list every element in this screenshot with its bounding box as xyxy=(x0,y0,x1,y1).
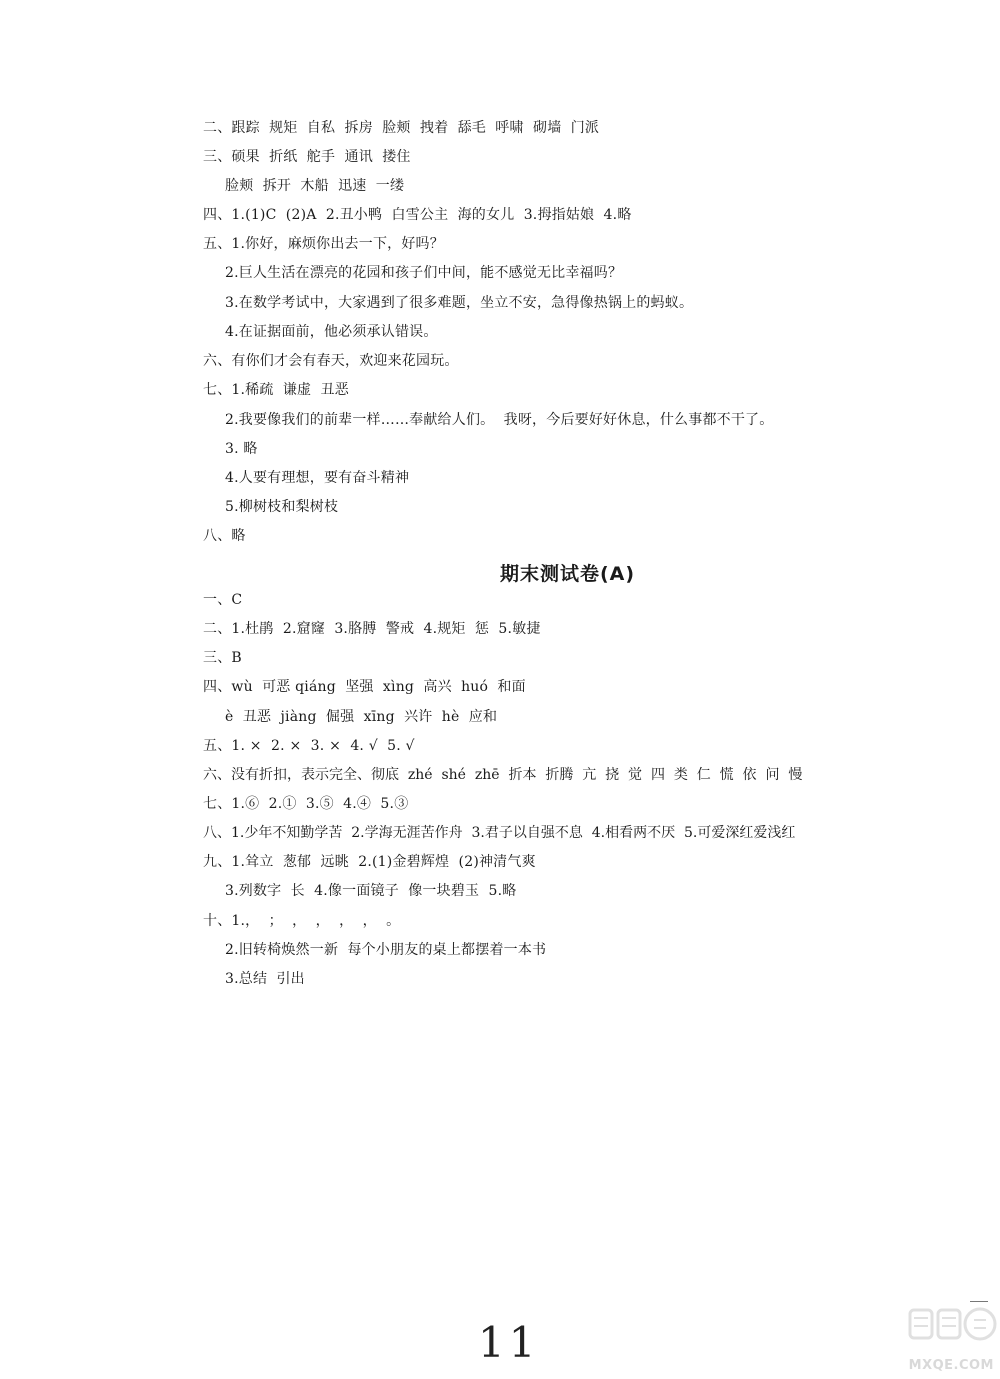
answer-line: 五、1. × 2. × 3. × 4. √ 5. √ xyxy=(203,738,415,754)
answer-line: 4.人要有理想，要有奋斗精神 xyxy=(225,470,410,486)
watermark-text: MXQE.COM xyxy=(908,1358,994,1373)
answer-line: 三、硕果 折纸 舵手 通讯 搂住 xyxy=(203,149,411,165)
answer-line: 二、跟踪 规矩 自私 拆房 脸颊 拽着 舔毛 呼啸 砌墙 门派 xyxy=(203,120,600,136)
answer-line: 一、C xyxy=(203,592,243,608)
answer-line: 六、没有折扣，表示完全、彻底 zhé shé zhē 折本 折腾 亢 挠 觉 四 类 仁 慌 依 问 慢 xyxy=(203,767,803,783)
answer-line: 4.在证据面前，他必须承认错误。 xyxy=(225,324,438,340)
answer-line: 八、1.少年不知勤学苦 2.学海无涯苦作舟 3.君子以自强不息 4.相看两不厌 5.可爱深红爱浅红 xyxy=(203,825,796,841)
answer-line: 八、略 xyxy=(203,528,246,544)
answer-line: 二、1.杜鹃 2.窟窿 3.胳膊 警戒 4.规矩 惩 5.敏捷 xyxy=(203,621,541,637)
page-number: 11 xyxy=(478,1318,540,1367)
answer-line: 九、1.耸立 葱郁 远眺 2.(1)金碧辉煌 (2)神清气爽 xyxy=(203,854,536,870)
answer-line: 2.巨人生活在漂亮的花园和孩子们中间，能不感觉无比幸福吗？ xyxy=(225,265,623,281)
answer-line: 5.柳树枝和梨树枝 xyxy=(225,499,339,515)
answer-line: è 丑恶 jiàng 倔强 xīng 兴许 hè 应和 xyxy=(225,709,498,725)
answer-line: 四、1.(1)C (2)A 2.丑小鸭 白雪公主 海的女儿 3.拇指姑娘 4.略 xyxy=(203,207,632,223)
answer-line: 3.在数学考试中，大家遇到了很多难题，坐立不安，急得像热锅上的蚂蚁。 xyxy=(225,295,694,311)
answer-line: 五、1.你好，麻烦你出去一下，好吗？ xyxy=(203,236,444,252)
answer-line: 2.旧转椅焕然一新 每个小朋友的桌上都摆着一本书 xyxy=(225,942,547,958)
answer-line: 七、1.稀疏 谦虚 丑恶 xyxy=(203,382,349,398)
answer-line: 七、1.⑥ 2.① 3.⑤ 4.④ 5.③ xyxy=(203,796,409,812)
answer-line: 3.列数字 长 4.像一面镜子 像一块碧玉 5.略 xyxy=(225,883,517,899)
watermark xyxy=(906,1300,1000,1379)
answer-line: 四、wù 可恶 qiáng 坚强 xìng 高兴 huó 和面 xyxy=(203,679,526,695)
answer-line: 3.总结 引出 xyxy=(225,971,305,987)
answer-line: 3. 略 xyxy=(225,441,258,457)
watermark-logo-icon xyxy=(906,1304,1000,1354)
section-title: 期末测试卷(A) xyxy=(500,563,636,585)
answer-line: 三、B xyxy=(203,650,242,666)
answer-line: 脸颊 拆开 木船 迅速 一缕 xyxy=(225,178,405,194)
answer-line: 六、有你们才会有春天，欢迎来花园玩。 xyxy=(203,353,459,369)
answer-line: 十、1.， ； ， ， ， ， 。 xyxy=(203,913,401,929)
answer-line: 2.我要像我们的前辈一样……奉献给人们。 我呀，今后要好好休息，什么事都不干了。 xyxy=(225,412,774,428)
